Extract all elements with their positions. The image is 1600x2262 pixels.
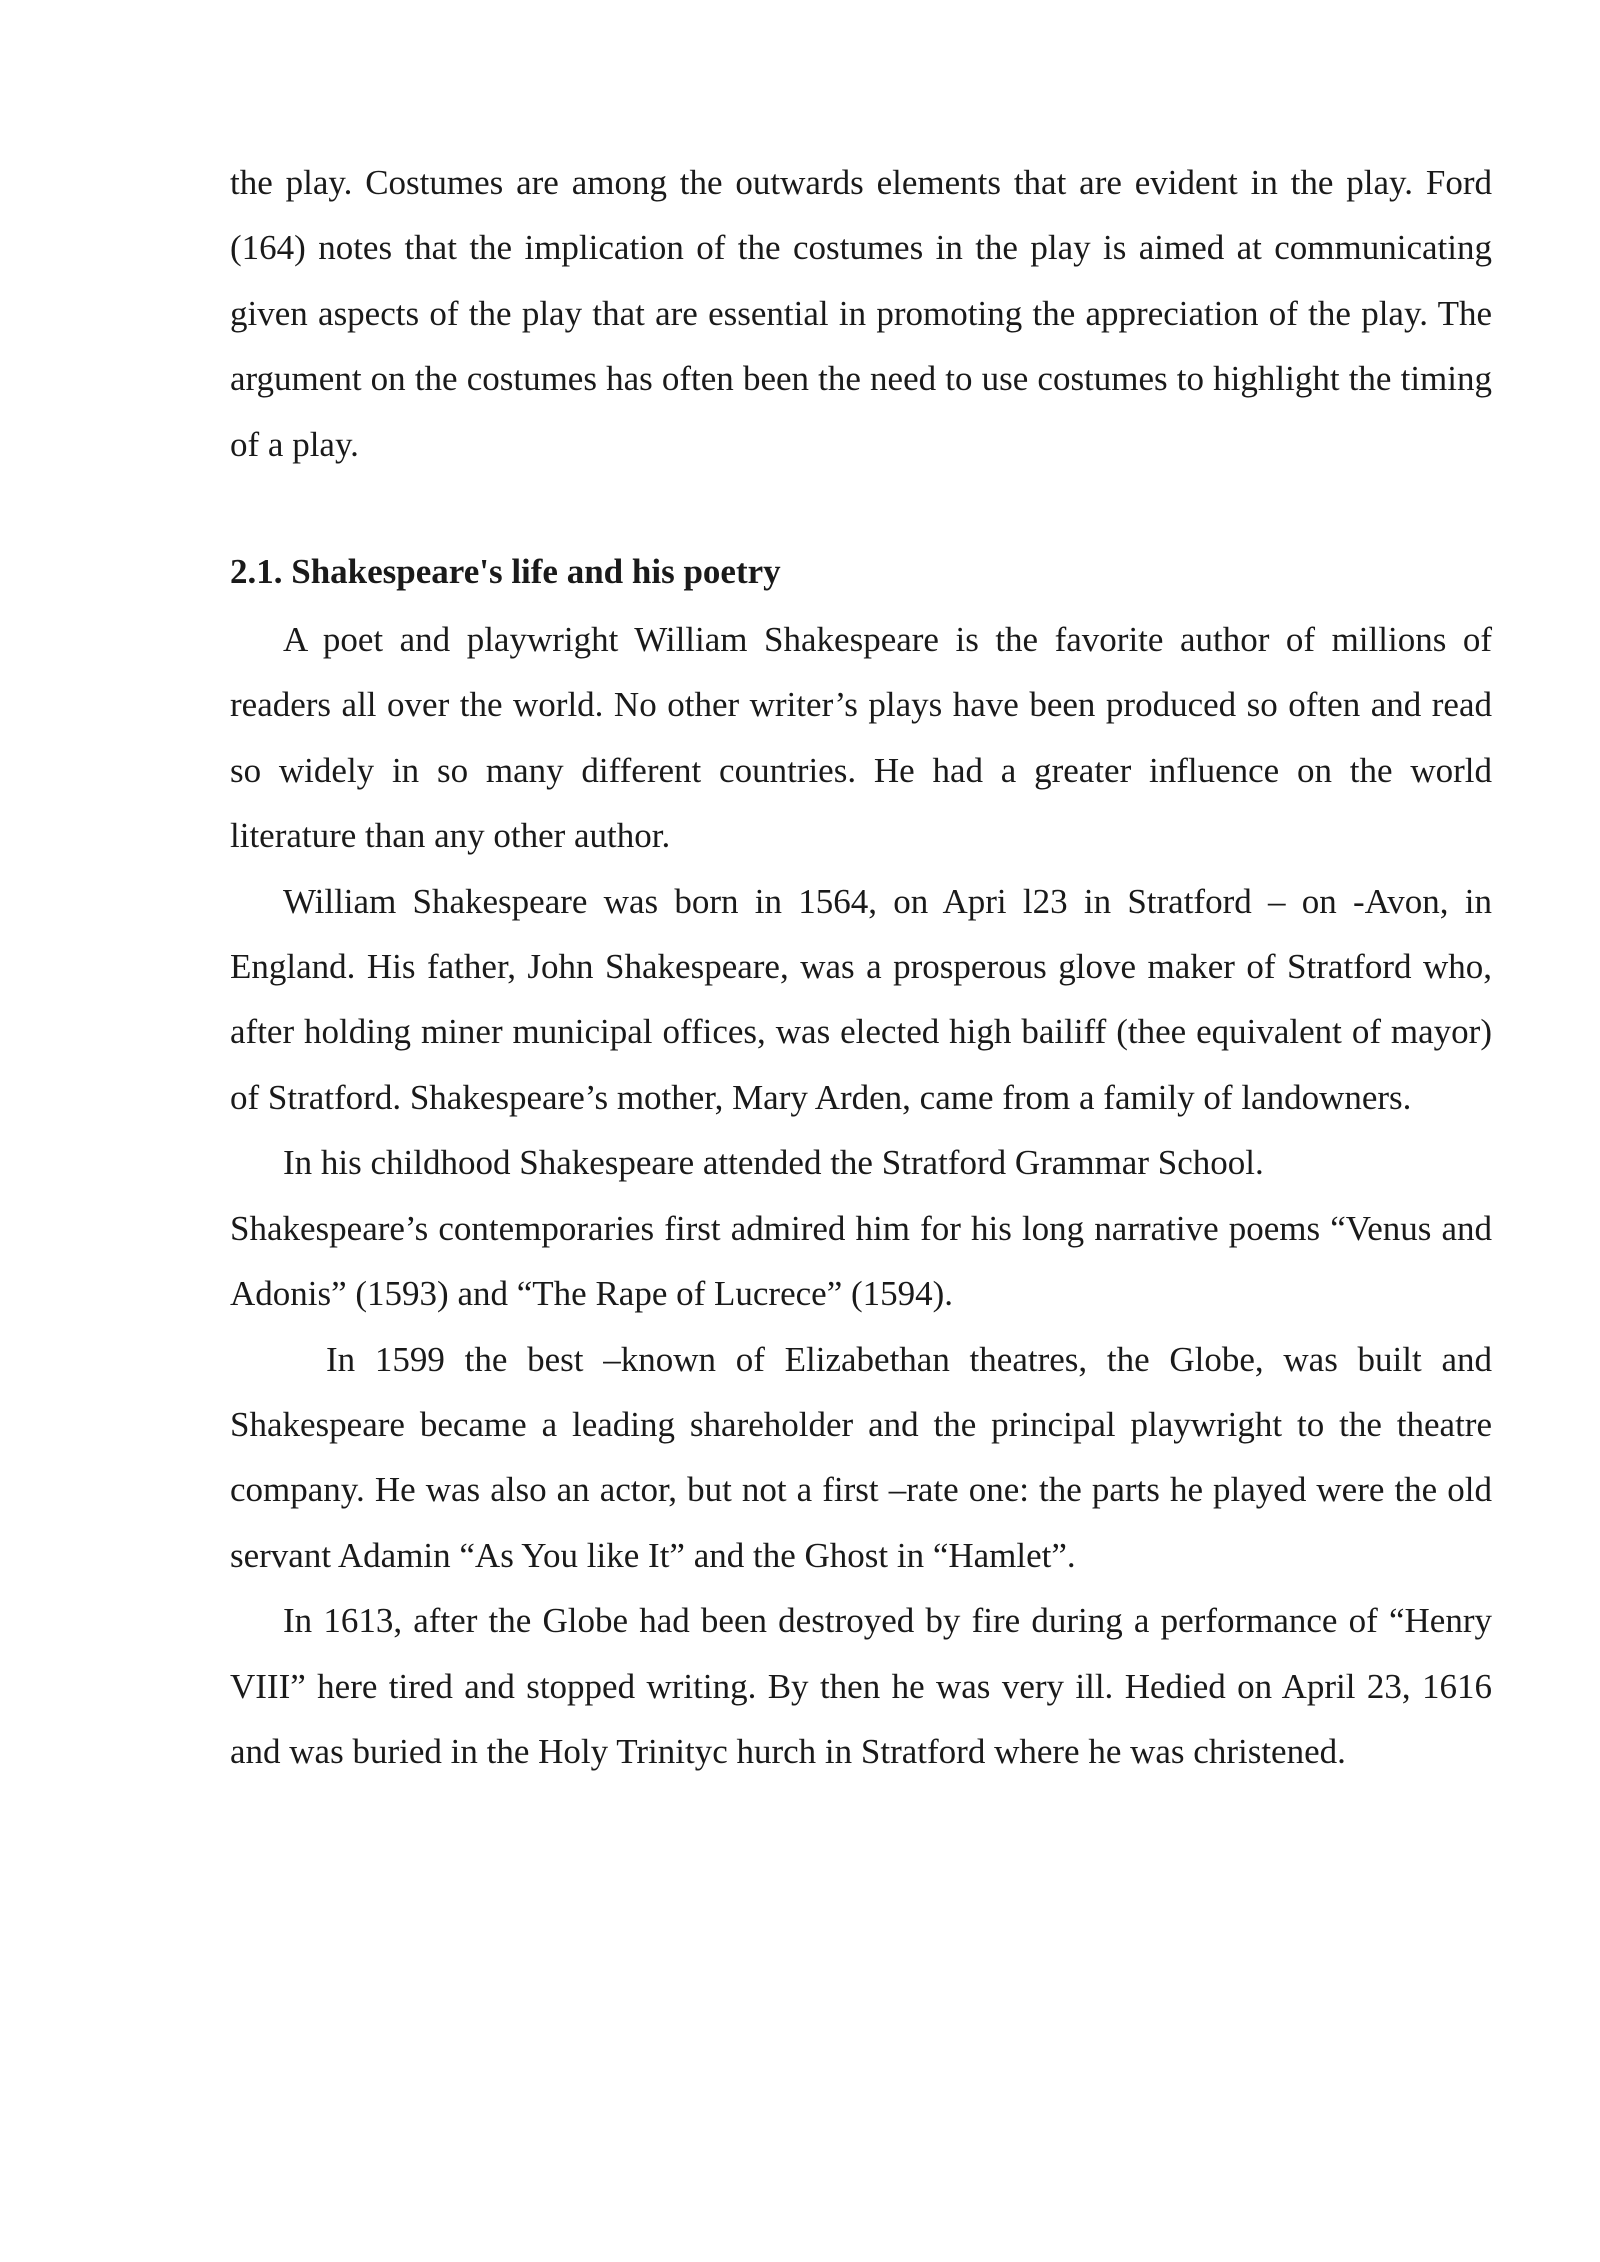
paragraph-birth: William Shakespeare was born in 1564, on Apri l23 in Stratford – on -Avon, in England. His father, John Shakespeare, was a prosperous glove maker of Stratford who, after holding miner municipal offices, was elected high bailiff (thee equivalent of mayor) of Stratford. Shakespeare’s mother, Mary Arden, came from a family of landowners. [230,881,1492,1117]
paragraph-globe: In 1599 the best –known of Elizabethan theatres, the Globe, was built and Shakespeare became a leading shareholder and the principal playwright to the theatre company. He was also an actor, but not a first –rate one: the parts he played were the old servant Adamin “As You like It” and the Ghost in “Hamlet”. [230,1339,1492,1575]
document-page [230,150,1492,1784]
paragraph-childhood: In his childhood Shakespeare attended the Stratford Grammar School. [283,1143,1264,1183]
paragraph-intro: A poet and playwright William Shakespeare is the favorite author of millions of readers all over the world. No other writer’s plays have been produced so often and read so widely in so many different countries. He had a greater influence on the world literature than any other author. [230,620,1492,856]
paragraph-costumes: the play. Costumes are among the outwards elements that are evident in the play. Ford (164) notes that the implication of the costumes in the play is aimed at communicating given aspects of the play that are essential in promoting the appreciation of the play. The argument on the costumes has often been the need to use costumes to highlight the timing of a play. [230,163,1492,464]
paragraph-death: In 1613, after the Globe had been destroyed by fire during a performance of “Henry VIII” here tired and stopped writing. By then he was very ill. Hedied on April 23, 1616 and was buried in the Holy Trinityc hurch in Stratford where he was christened. [230,1601,1492,1771]
paragraph-poems: Shakespeare’s contemporaries first admired him for his long narrative poems “Venus and Adonis” (1593) and “The Rape of Lucrece” (1594). [230,1208,1492,1314]
section-heading: 2.1. Shakespeare's life and his poetry [230,552,781,592]
